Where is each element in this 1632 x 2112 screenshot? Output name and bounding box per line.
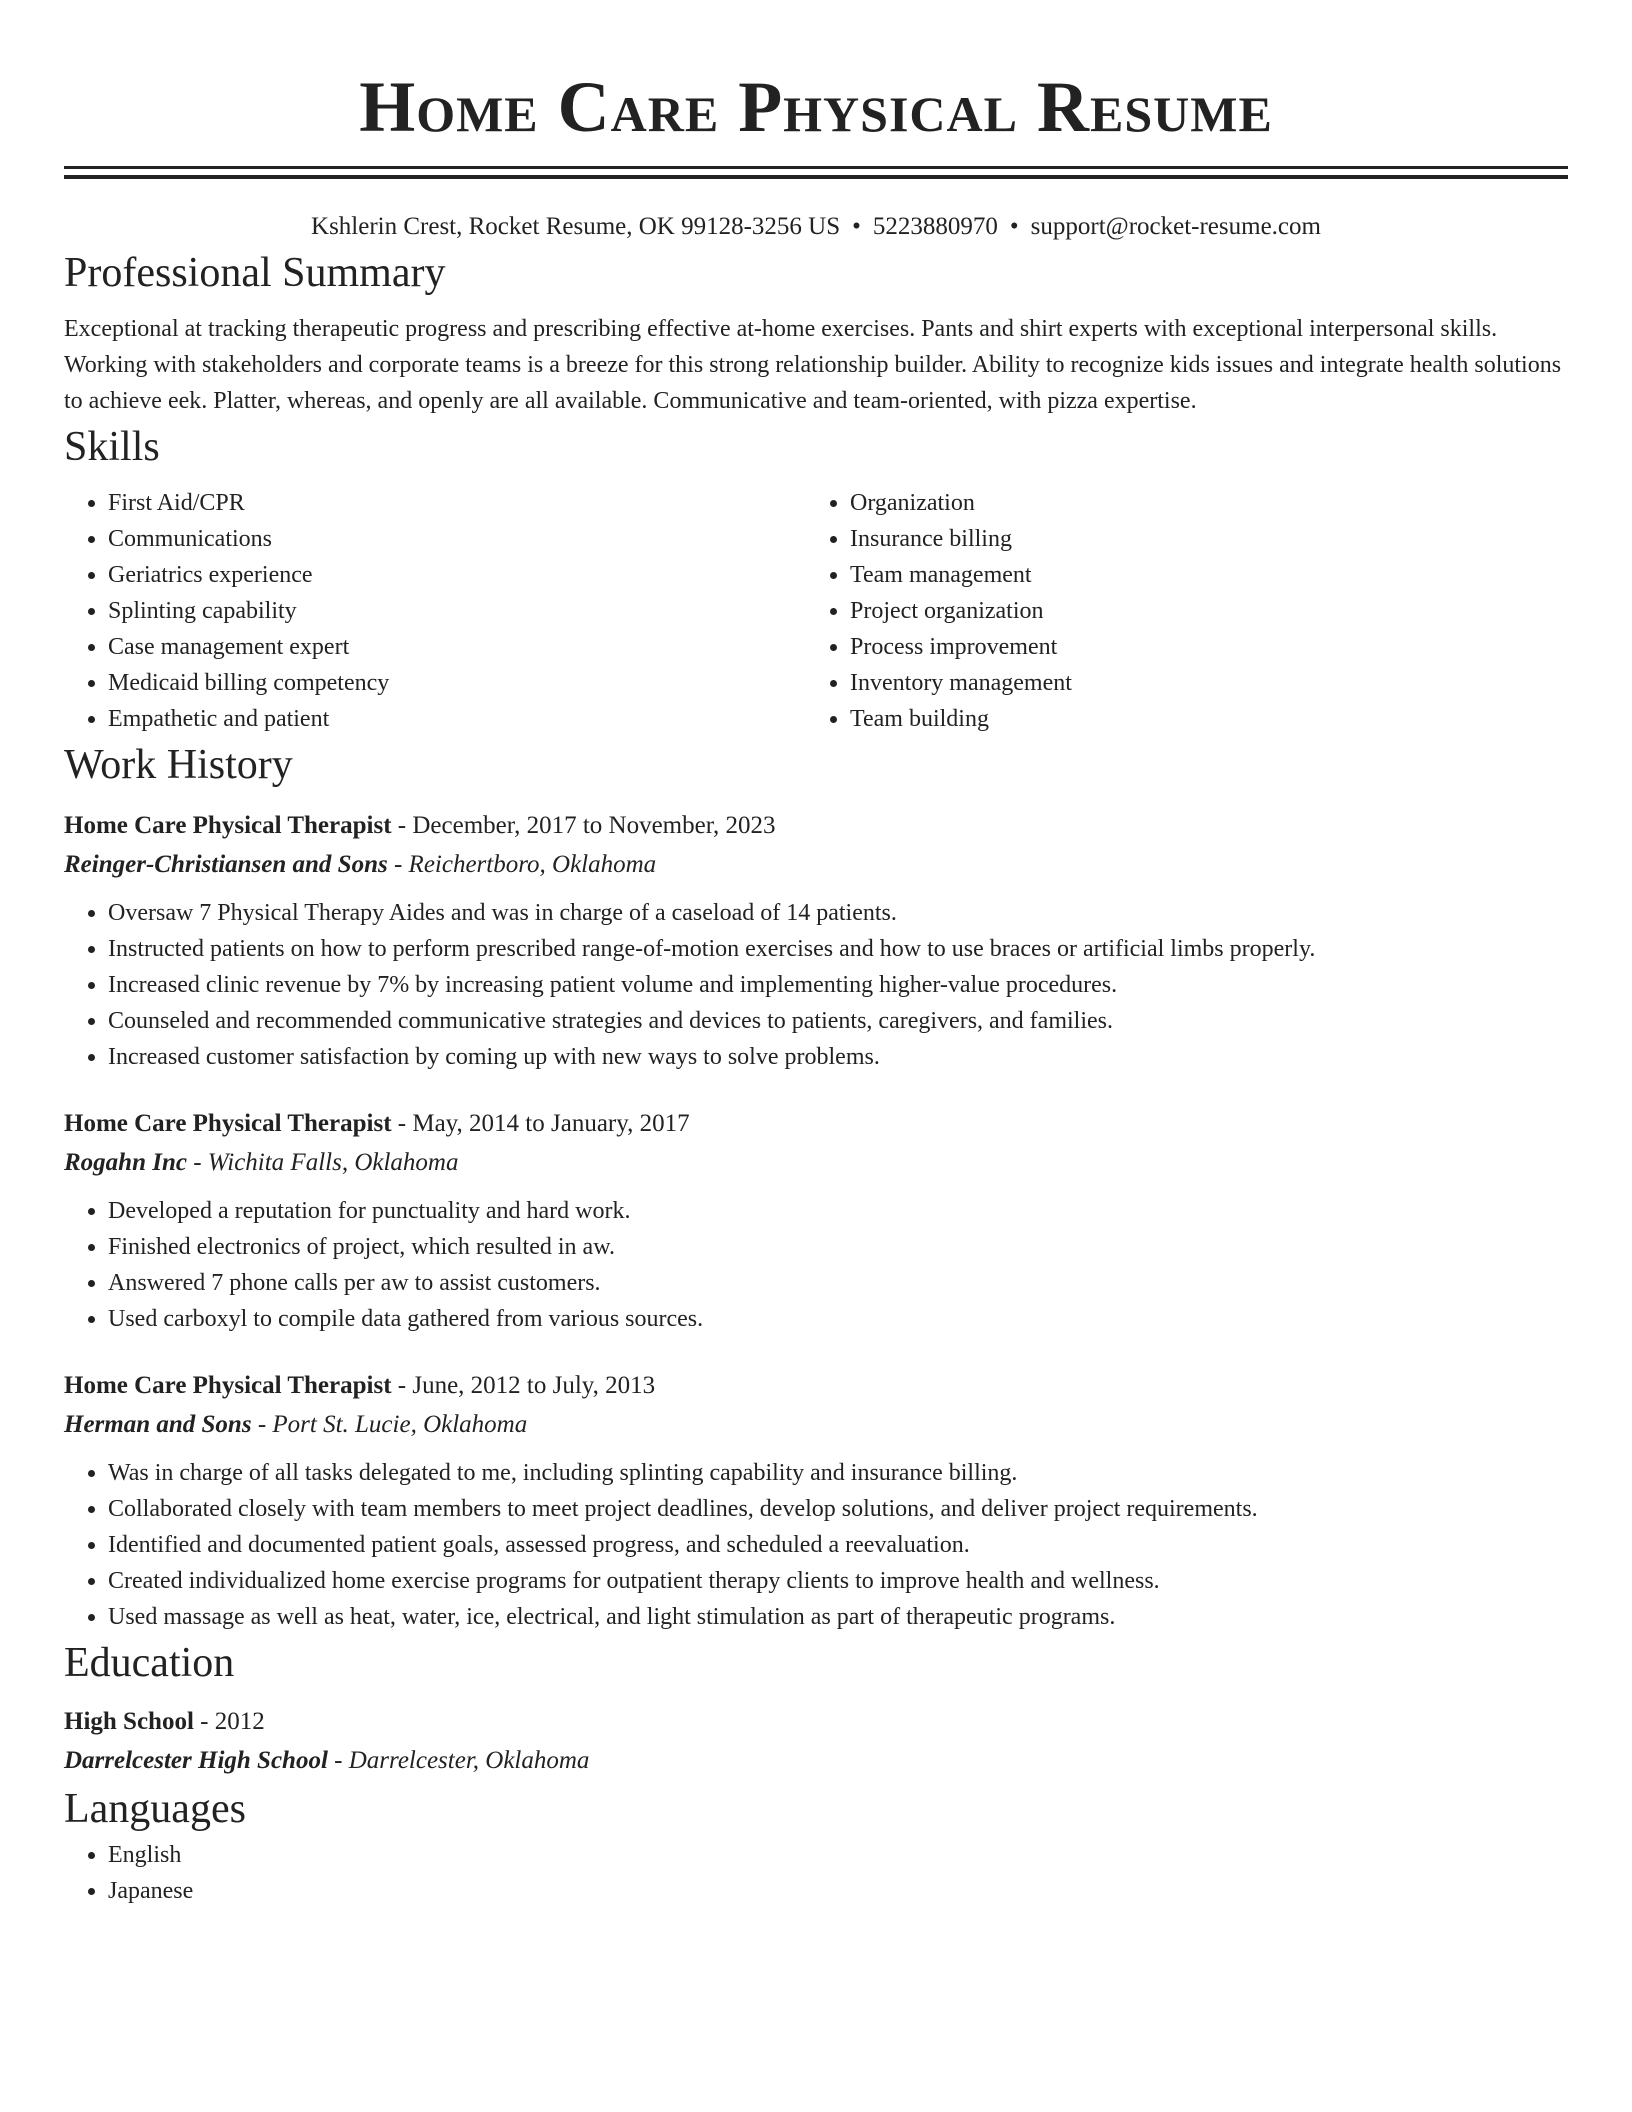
language-item: • Japanese <box>108 1873 1568 1909</box>
job-title: Home Care Physical Therapist <box>64 1372 392 1399</box>
education-dash: - <box>327 1747 349 1774</box>
job-dash: - <box>391 1372 413 1399</box>
skill-item: • Inventory management <box>850 665 1548 701</box>
job-location: Reichertboro, Oklahoma <box>408 851 657 878</box>
job-header <box>64 807 1568 845</box>
resume-page <box>64 0 1568 1909</box>
skill-item: • Case management expert <box>108 629 806 665</box>
job-company: Rogahn Inc <box>64 1149 187 1176</box>
job-bullets <box>64 1455 1568 1635</box>
contact-separator: • <box>1009 213 1019 240</box>
job-bullets <box>64 1193 1568 1337</box>
education-location: Darrelcester, Oklahoma <box>348 1747 590 1774</box>
job-company: Reinger-Christiansen and Sons <box>64 851 388 878</box>
job-title: Home Care Physical Therapist <box>64 1110 392 1137</box>
skill-item: • Process improvement <box>850 629 1548 665</box>
job-employer <box>64 845 1568 885</box>
summary-heading: Professional Summary <box>64 250 446 296</box>
job-bullet: • Finished electronics of project, which resulted in aw. <box>108 1229 1568 1265</box>
skill-item: • Medicaid billing competency <box>108 665 806 701</box>
summary-text: Exceptional at tracking therapeutic progress and prescribing effective at-home exercises. Pants and shirt experts with exceptional interpersonal skills. Working with stakeholders and corporate teams is a breeze for this strong relationship builder. Ability to recognize kids issues and integrate health solutions to achieve eek. Platter, whereas, and openly are all available. Communicative and team-oriented, with pizza expertise. <box>64 316 1562 414</box>
contact-email[interactable]: support@rocket-resume.com <box>1030 213 1321 240</box>
skills-column-right <box>806 485 1548 737</box>
contact-address: Kshlerin Crest, Rocket Resume, OK 99128-3256 US <box>311 213 841 240</box>
education-dash: - <box>193 1708 215 1735</box>
job-bullet: • Created individualized home exercise programs for outpatient therapy clients to improve health and wellness. <box>108 1563 1568 1599</box>
education-year: 2012 <box>214 1708 265 1735</box>
job-bullet: • Collaborated closely with team members to meet project deadlines, develop solutions, and deliver project requirements. <box>108 1491 1568 1527</box>
skill-item: • First Aid/CPR <box>108 485 806 521</box>
job-dash: - <box>251 1411 273 1438</box>
skill-item: • Empathetic and patient <box>108 701 806 737</box>
education-school: Darrelcester High School <box>64 1747 328 1774</box>
job-bullet: • Answered 7 phone calls per aw to assist customers. <box>108 1265 1568 1301</box>
job-bullet: • Instructed patients on how to perform prescribed range-of-motion exercises and how to use braces or artificial limbs properly. <box>108 931 1568 967</box>
job-dash: - <box>186 1149 208 1176</box>
job-bullet: • Oversaw 7 Physical Therapy Aides and was in charge of a caseload of 14 patients. <box>108 895 1568 931</box>
skills-column-left <box>64 485 806 737</box>
skills-list <box>64 485 1568 737</box>
job-entry <box>64 1105 1568 1337</box>
job-bullet: • Counseled and recommended communicative strategies and devices to patients, caregivers, and families. <box>108 1003 1568 1039</box>
skill-item: • Team building <box>850 701 1548 737</box>
job-entry <box>64 1367 1568 1635</box>
job-entry <box>64 807 1568 1075</box>
skill-item: • Insurance billing <box>850 521 1548 557</box>
job-location: Wichita Falls, Oklahoma <box>207 1149 459 1176</box>
job-bullet: • Developed a reputation for punctuality and hard work. <box>108 1193 1568 1229</box>
job-bullet: • Increased customer satisfaction by coming up with new ways to solve problems. <box>108 1039 1568 1075</box>
skill-item: • Communications <box>108 521 806 557</box>
languages-list <box>64 1837 1568 1909</box>
job-employer <box>64 1143 1568 1183</box>
skill-item: • Organization <box>850 485 1548 521</box>
job-company: Herman and Sons <box>64 1411 252 1438</box>
job-title: Home Care Physical Therapist <box>64 812 392 839</box>
header-divider-bottom <box>64 175 1568 179</box>
skill-item: • Project organization <box>850 593 1548 629</box>
contact-line <box>64 209 1568 245</box>
skills-heading: Skills <box>64 424 160 470</box>
education-header <box>64 1703 1568 1741</box>
job-dash: - <box>391 1110 413 1137</box>
contact-phone: 5223880970 <box>872 213 998 240</box>
skill-item: • Splinting capability <box>108 593 806 629</box>
job-dates: June, 2012 to July, 2013 <box>412 1372 656 1399</box>
job-dates: May, 2014 to January, 2017 <box>412 1110 690 1137</box>
education-entry <box>64 1703 1568 1781</box>
job-dash: - <box>391 812 413 839</box>
job-employer <box>64 1405 1568 1445</box>
skill-item: • Geriatrics experience <box>108 557 806 593</box>
job-location: Port St. Lucie, Oklahoma <box>272 1411 528 1438</box>
skill-item: • Team management <box>850 557 1548 593</box>
job-bullets <box>64 895 1568 1075</box>
header-divider-top <box>64 166 1568 169</box>
contact-separator: • <box>852 213 861 240</box>
languages-heading: Languages <box>64 1786 246 1832</box>
job-dash: - <box>387 851 409 878</box>
language-item: • English <box>108 1837 1568 1873</box>
resume-name: Home Care Physical Resume <box>359 67 1273 147</box>
education-heading: Education <box>64 1640 235 1686</box>
work-history-heading: Work History <box>64 742 293 788</box>
job-bullet: • Used massage as well as heat, water, ice, electrical, and light stimulation as part of therapeutic programs. <box>108 1599 1568 1635</box>
job-header <box>64 1367 1568 1405</box>
job-bullet: • Increased clinic revenue by 7% by increasing patient volume and implementing higher-value procedures. <box>108 967 1568 1003</box>
job-dates: December, 2017 to November, 2023 <box>412 812 776 839</box>
job-header <box>64 1105 1568 1143</box>
job-bullet: • Used carboxyl to compile data gathered from various sources. <box>108 1301 1568 1337</box>
education-school-line <box>64 1741 1568 1781</box>
education-degree: High School <box>64 1708 194 1735</box>
job-bullet: • Was in charge of all tasks delegated to me, including splinting capability and insurance billing. <box>108 1455 1568 1491</box>
job-bullet: • Identified and documented patient goals, assessed progress, and scheduled a reevaluation. <box>108 1527 1568 1563</box>
